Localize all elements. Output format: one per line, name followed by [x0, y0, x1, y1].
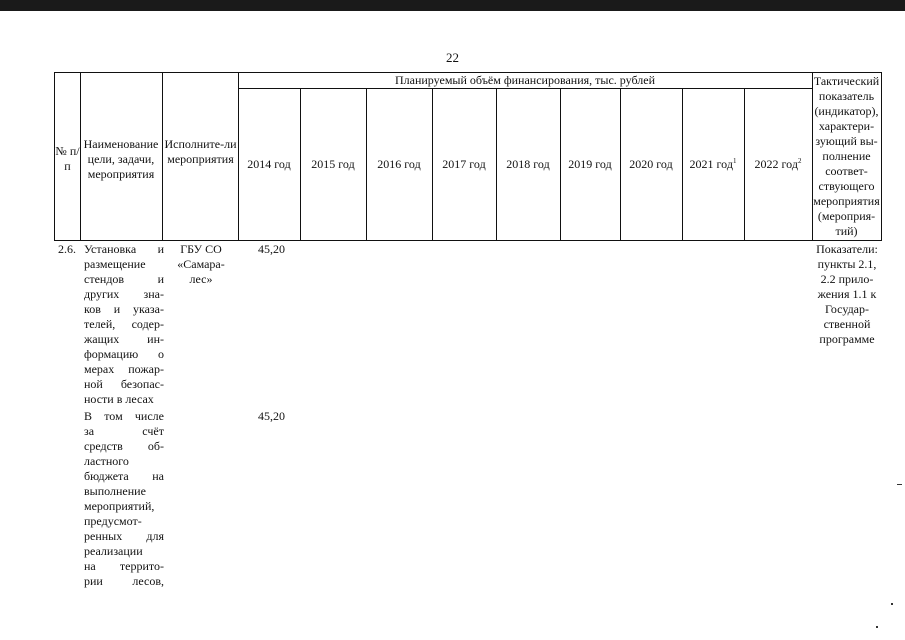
border-right [881, 72, 882, 240]
header-year: 2019 год [568, 157, 612, 171]
header-indicator: Тактический показатель (индикатор), характери- зующий вы- полнение соответ- ствующего мероприятия (мероприя- тий) [813, 74, 880, 238]
header-year: 2016 год [377, 157, 421, 171]
header-num: № п/п [55, 144, 80, 173]
row-name: Установка и размещение стендов и других зна- ков и указа- телей, содер- жащих ин- формацию о мерах пожар- ной безопас- ности в лесах [84, 242, 164, 406]
subrow-value-2014: 45,20 [258, 409, 285, 423]
header-year: 2022 год$^2$ [754, 157, 802, 171]
scan-speck [897, 484, 902, 485]
header-year: 2014 год [247, 157, 291, 171]
header-year: 2018 год [506, 157, 550, 171]
financing-header-line [238, 88, 812, 89]
header-bottom-border [54, 240, 882, 241]
subrow-name: В том числе за счёт средств об- ластного бюджета на выполнение мероприятий, предусмот- ренных для реализации на террито- рии лесов, [84, 409, 164, 588]
row-executor: ГБУ СО «Самара- лес» [177, 242, 225, 286]
row-value-2014: 45,20 [258, 242, 285, 256]
scan-speck [891, 603, 893, 605]
border-col-financing [238, 72, 239, 240]
header-year: 2015 год [311, 157, 355, 171]
row-num: 2.6. [58, 242, 76, 256]
header-year: 2021 год$^1$ [689, 157, 737, 171]
header-name: Наименование цели, задачи, мероприятия [83, 137, 159, 181]
row-indicator: Показатели: пункты 2.1, 2.2 прило- жения 1.1 к Государ- ственной программе [816, 242, 878, 346]
header-year: 2020 год [629, 157, 673, 171]
scan-speck [876, 626, 878, 628]
page-number: 22 [446, 50, 459, 65]
header-financing: Планируемый объём финансирования, тыс. рублей [394, 73, 655, 87]
header-executor: Исполните-ли мероприятия [164, 137, 237, 166]
scan-top-border [0, 0, 905, 11]
header-year: 2017 год [442, 157, 486, 171]
